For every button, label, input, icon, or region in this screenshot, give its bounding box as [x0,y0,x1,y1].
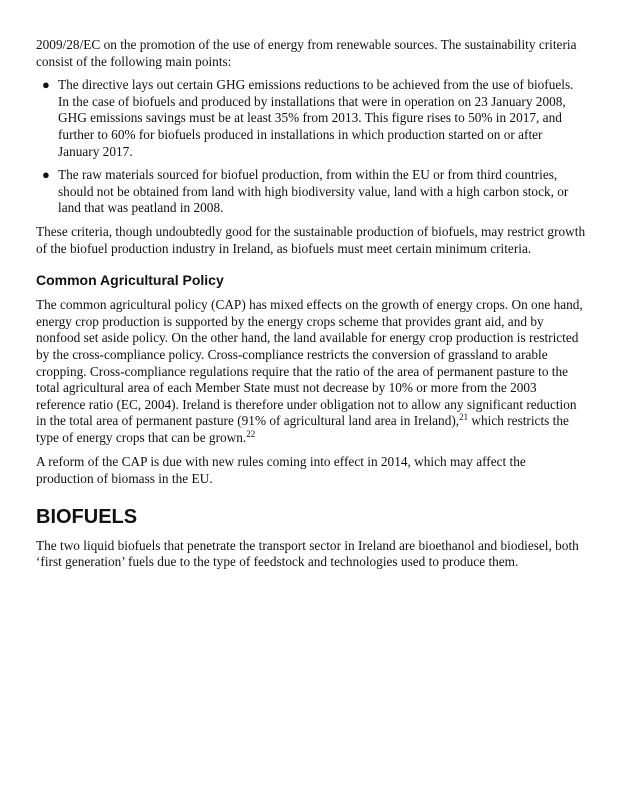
list-item-text: The directive lays out certain GHG emissions reductions to be achieved from the use of biofuels. In the case of biofuels and produced by installations that were in operation on 23 January 2008, GHG emissions savings must be at least 35% from 2013. This figure rises to 50% in 2017, and further to 60% for biofuels produced in installations in which production started on or after January 2017. [58,77,574,159]
footnote-ref-22[interactable]: 22 [246,428,256,439]
list-item-text: The raw materials sourced for biofuel production, from within the EU or from third countries, should not be obtained from land with high biodiversity value, land with a high carbon stock, or land that was peatland in 2008. [58,167,569,216]
cap-paragraph [36,297,586,446]
biofuels-paragraph: The two liquid biofuels that penetrate the transport sector in Ireland are bioethanol and biodiesel, both ‘first generation’ fuels due to the type of feedstock and technologies used to produce them. [36,537,579,570]
cap-text-part1: The common agricultural policy (CAP) has mixed effects on the growth of energy crops. On one hand, energy crop production is supported by the energy crops scheme that provides grant aid, and by nonfood set aside policy. On the other hand, the land available for energy crop production is restricted by the cross-compliance policy. Cross-compliance restricts the conversion of grassland to arable cropping. Cross-compliance regulations require that the ratio of the area of permanent pasture to the total agricultural area of each Member State must not decrease by 10% or more from the 2003 reference ratio (EC, 2004). Ireland is therefore under obligation not to allow any significant reduction in the total area of permanent pasture (91% of agricultural land area in Ireland), [36,297,583,429]
bullet-icon: ● [42,167,50,183]
footnote-ref-21[interactable]: 21 [459,412,469,423]
list-item [36,77,586,160]
section-heading-biofuels: BIOFUELS [36,505,138,528]
document-page [36,37,586,571]
bullet-icon: ● [42,77,50,93]
criteria-list [36,77,586,217]
criteria-summary-paragraph: These criteria, though undoubtedly good for the sustainable production of biofuels, may restrict growth of the biofuel production industry in Ireland, as biofuels must meet certain minimum criteria. [36,223,586,256]
cap-text-part2: which restricts the type of energy crops that can be grown. [36,413,569,445]
intro-paragraph: 2009/28/EC on the promotion of the use of energy from renewable sources. The sustainability criteria consist of the following main points: [36,37,577,69]
list-item [36,167,586,217]
section-heading-cap: Common Agricultural Policy [36,272,224,289]
cap-reform-paragraph: A reform of the CAP is due with new rules coming into effect in 2014, which may affect the production of biomass in the EU. [36,454,526,487]
